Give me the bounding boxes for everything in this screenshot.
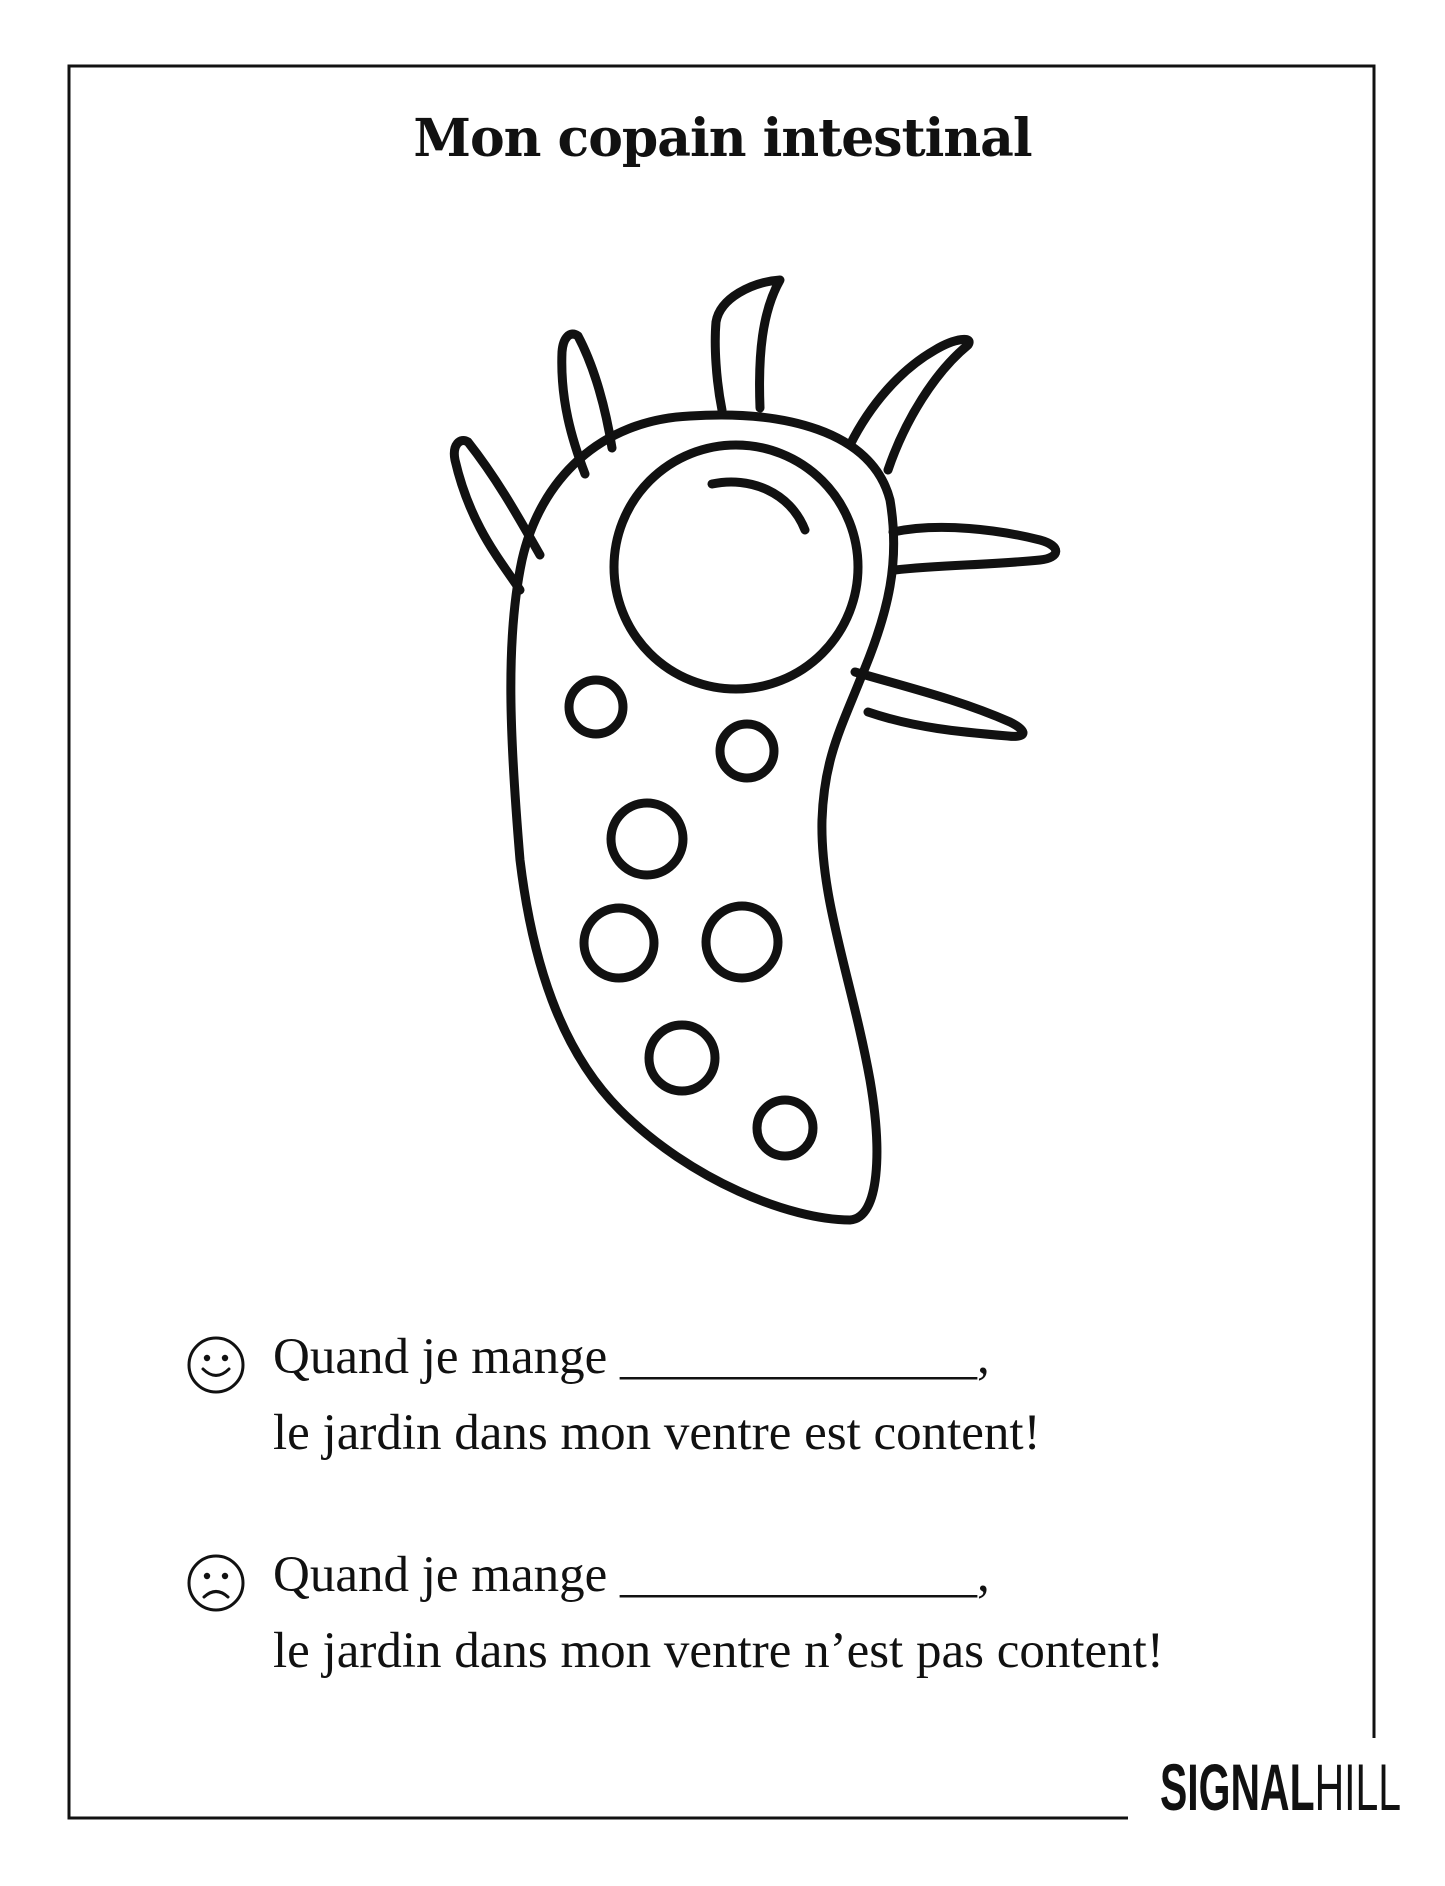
microbe-spot [569,680,623,734]
microbe-spot [706,906,778,978]
page-title: Mon copain intestinal [413,108,1032,169]
prompt-line-2: le jardin dans mon ventre n’est pas content! [273,1623,1164,1679]
microbe-spot [757,1100,813,1156]
logo-wordmark: SIGNALHILL [1160,1750,1402,1824]
microbe-spot [611,803,683,875]
microbe-spot [720,724,774,778]
microbe-body [511,415,894,1220]
tentacle [855,672,1023,736]
tentacle [454,441,540,590]
tentacle [893,527,1056,570]
prompt-line-1: Quand je mange ______________, [273,1547,990,1603]
tentacle [850,339,969,470]
prompt-line-2: le jardin dans mon ventre est content! [273,1405,1041,1461]
happy-face-icon [185,1334,247,1396]
nucleus-highlight [712,482,805,530]
prompt-line-1: Quand je mange ______________, [273,1329,990,1385]
microbe-spot [649,1025,715,1091]
microbe-spot [584,908,654,978]
sad-face-icon [185,1552,247,1614]
signal-hill-logo [1160,1742,1445,1832]
tentacle [715,280,780,410]
